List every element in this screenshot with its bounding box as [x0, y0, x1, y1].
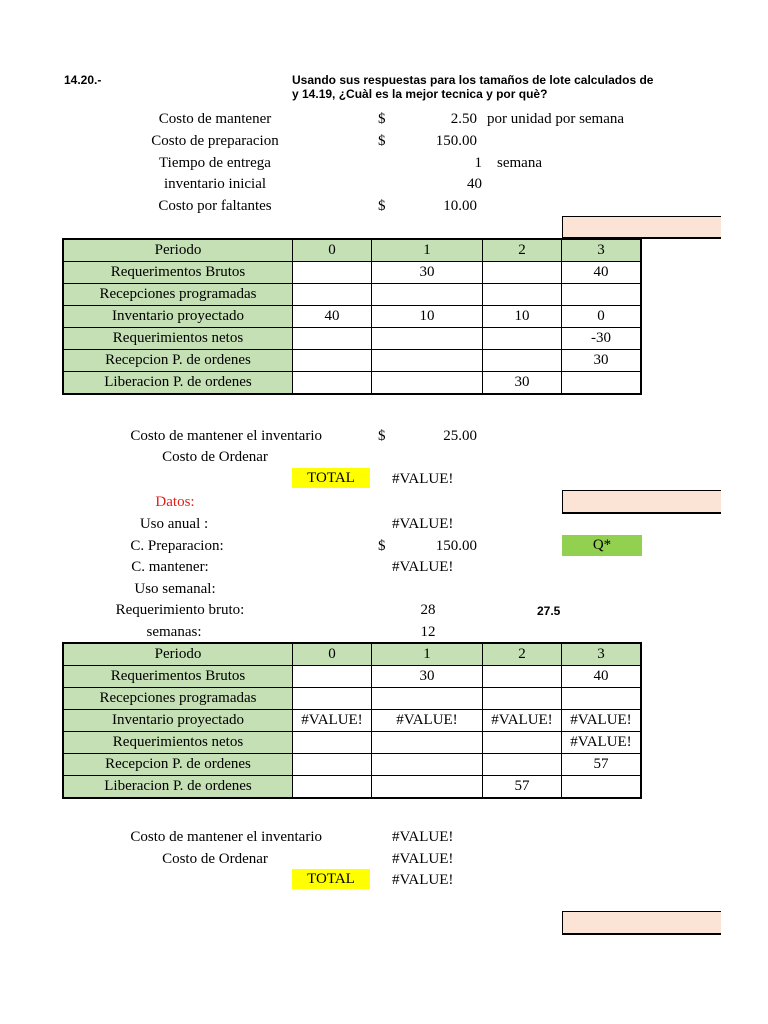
table-cell[interactable]	[372, 688, 483, 710]
header-cell[interactable]: 0	[293, 643, 372, 666]
table-cell[interactable]: 0	[562, 306, 642, 328]
header-cell[interactable]: 2	[483, 643, 562, 666]
row-label[interactable]: Recepcion P. de ordenes	[63, 350, 293, 372]
table-cell[interactable]	[372, 284, 483, 306]
total-value[interactable]: #VALUE!	[392, 872, 454, 888]
table-cell[interactable]: #VALUE!	[562, 710, 642, 732]
mrp-table-1	[62, 238, 642, 395]
table-cell[interactable]	[372, 328, 483, 350]
table-cell[interactable]: #VALUE!	[293, 710, 372, 732]
holding-cost-value: #VALUE!	[392, 829, 454, 845]
table-row	[63, 776, 641, 799]
table-cell[interactable]: 57	[483, 776, 562, 799]
holding-cost-label: Costo de mantener el inventario	[130, 829, 322, 845]
table-row	[63, 350, 641, 372]
holding-cost-label: Costo de mantener el inventario	[130, 428, 322, 444]
question-line-2: y 14.19, ¿Cuàl es la mejor tecnica y por què?	[292, 87, 548, 101]
table-row	[63, 710, 641, 732]
table-cell[interactable]: 40	[562, 262, 642, 284]
table-cell[interactable]	[372, 776, 483, 799]
table-cell[interactable]	[372, 754, 483, 776]
table-cell[interactable]	[293, 284, 372, 306]
problem-number: 14.20.-	[64, 73, 102, 87]
table-row	[63, 688, 641, 710]
question-line-1: Usando sus respuestas para los tamaños de lote calculados de	[292, 73, 654, 87]
header-cell[interactable]: Periodo	[63, 643, 293, 666]
param-label: Costo por faltantes	[158, 198, 272, 214]
table-row	[63, 732, 641, 754]
table-cell[interactable]	[562, 688, 642, 710]
table-cell[interactable]	[562, 776, 642, 799]
param-value: 10.00	[443, 198, 477, 214]
req-bruto-extra: 27.5	[537, 604, 561, 618]
table-row	[63, 262, 641, 284]
table-cell[interactable]	[483, 688, 562, 710]
header-cell[interactable]: 2	[483, 239, 562, 262]
header-cell[interactable]: Periodo	[63, 239, 293, 262]
row-label[interactable]: Recepcion P. de ordenes	[63, 754, 293, 776]
table-row	[63, 328, 641, 350]
table-cell[interactable]	[483, 284, 562, 306]
header-cell[interactable]: 1	[372, 239, 483, 262]
table-cell[interactable]: 30	[483, 372, 562, 395]
table-cell[interactable]: 57	[562, 754, 642, 776]
req-bruto-value: 28	[420, 602, 436, 618]
ordering-cost-label: Costo de Ordenar	[162, 449, 268, 465]
table-cell[interactable]	[293, 666, 372, 688]
param-value: 40	[467, 176, 482, 192]
table-cell[interactable]	[293, 754, 372, 776]
row-label[interactable]: Liberacion P. de ordenes	[63, 776, 293, 799]
header-cell[interactable]: 3	[562, 239, 642, 262]
param-unit: semana	[497, 155, 542, 171]
table-row	[63, 666, 641, 688]
table-cell[interactable]	[293, 372, 372, 395]
table-row	[63, 372, 641, 395]
table-cell[interactable]: 30	[562, 350, 642, 372]
header-cell[interactable]: 0	[293, 239, 372, 262]
table-cell[interactable]: 40	[293, 306, 372, 328]
highlight-cell[interactable]	[562, 911, 721, 935]
uso-anual-label: Uso anual :	[139, 516, 209, 532]
req-bruto-label: Requerimiento bruto:	[115, 602, 245, 618]
table-cell[interactable]	[562, 372, 642, 395]
highlight-cell[interactable]	[562, 490, 721, 514]
param-label: Tiempo de entrega	[159, 155, 271, 171]
table-cell[interactable]	[483, 328, 562, 350]
holding-cost-value: 25.00	[443, 428, 477, 444]
table-row	[63, 754, 641, 776]
table-cell[interactable]: 30	[372, 262, 483, 284]
highlight-cell[interactable]	[562, 216, 721, 239]
ordering-cost-value: #VALUE!	[392, 851, 454, 867]
uso-anual-value: #VALUE!	[392, 516, 454, 532]
row-label[interactable]: Recepciones programadas	[63, 688, 293, 710]
table-cell[interactable]	[293, 776, 372, 799]
table-cell[interactable]: 30	[372, 666, 483, 688]
table-cell[interactable]: 40	[562, 666, 642, 688]
total-label[interactable]: TOTAL	[292, 468, 370, 488]
table-cell[interactable]	[372, 350, 483, 372]
row-label[interactable]: Inventario proyectado	[63, 306, 293, 328]
total-value[interactable]: #VALUE!	[392, 471, 454, 487]
param-value: 2.50	[450, 111, 477, 127]
total-label[interactable]: TOTAL	[292, 869, 370, 889]
table-cell[interactable]	[293, 350, 372, 372]
table-cell[interactable]	[372, 732, 483, 754]
holding-cost-currency: $	[378, 428, 386, 444]
table-cell[interactable]: 10	[372, 306, 483, 328]
param-value: 1	[474, 155, 482, 171]
row-label[interactable]: Requerimientos netos	[63, 328, 293, 350]
table-cell[interactable]: #VALUE!	[483, 710, 562, 732]
param-currency: $	[378, 198, 386, 214]
preparacion-label: C. Preparacion:	[130, 538, 224, 554]
param-value: 150.00	[435, 133, 477, 149]
header-cell[interactable]: 3	[562, 643, 642, 666]
param-label: Costo de mantener	[158, 111, 272, 127]
header-cell[interactable]: 1	[372, 643, 483, 666]
table-cell[interactable]	[293, 688, 372, 710]
table-cell[interactable]	[372, 372, 483, 395]
param-label: inventario inicial	[163, 176, 267, 192]
table-cell[interactable]: #VALUE!	[562, 732, 642, 754]
uso-semanal-label: Uso semanal:	[134, 581, 216, 597]
table-cell[interactable]	[483, 262, 562, 284]
table-cell[interactable]	[483, 666, 562, 688]
table-cell[interactable]	[562, 284, 642, 306]
mantener-value: #VALUE!	[392, 559, 454, 575]
row-label[interactable]: Inventario proyectado	[63, 710, 293, 732]
mantener-label: C. mantener:	[131, 559, 209, 575]
table-row	[63, 306, 641, 328]
ordering-cost-label: Costo de Ordenar	[162, 851, 268, 867]
table-cell[interactable]: 10	[483, 306, 562, 328]
param-currency: $	[378, 133, 386, 149]
preparacion-currency: $	[378, 538, 386, 554]
param-label: Costo de preparacion	[151, 133, 279, 149]
row-label[interactable]: Requerimentos Brutos	[63, 262, 293, 284]
semanas-value: 12	[420, 624, 436, 640]
table-header-row	[63, 643, 641, 666]
mrp-table-2	[62, 642, 642, 799]
table-cell[interactable]	[293, 262, 372, 284]
table-cell[interactable]	[483, 350, 562, 372]
row-label[interactable]: Requerimentos Brutos	[63, 666, 293, 688]
preparacion-value: 150.00	[435, 538, 477, 554]
table-cell[interactable]	[483, 754, 562, 776]
row-label[interactable]: Recepciones programadas	[63, 284, 293, 306]
row-label[interactable]: Requerimientos netos	[63, 732, 293, 754]
table-header-row	[63, 239, 641, 262]
table-cell[interactable]	[293, 732, 372, 754]
table-cell[interactable]: #VALUE!	[372, 710, 483, 732]
semanas-label: semanas:	[146, 624, 202, 640]
row-label[interactable]: Liberacion P. de ordenes	[63, 372, 293, 395]
table-row	[63, 284, 641, 306]
q-star-cell[interactable]: Q*	[562, 535, 642, 556]
param-currency: $	[378, 111, 386, 127]
param-unit: por unidad por semana	[487, 111, 625, 127]
datos-title: Datos:	[155, 494, 195, 510]
table-cell[interactable]	[483, 732, 562, 754]
table-cell[interactable]: -30	[562, 328, 642, 350]
table-cell[interactable]	[293, 328, 372, 350]
